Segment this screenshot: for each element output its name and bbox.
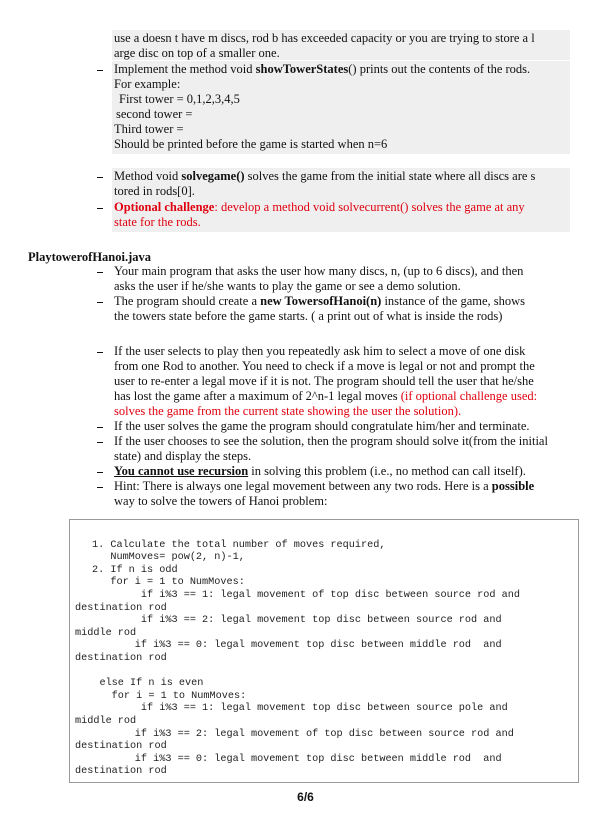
optional-challenge-item: Optional challenge: develop a method void solvecurrent() solves the game at any state for the rods. <box>114 200 525 229</box>
code-block: 1. Calculate the total number of moves required, NumMoves= pow(2, n)-1, 2. If n is odd for i = 1 to NumMoves: if i%3 == 1: legal movement of top disc between source rod and destination rod if i%3 == 2: legal movement top disc between source rod and middle rod if i%3 == 0: legal movement top disc between middle rod and destination rod else If n is even for i = 1 to NumMoves: if i%3 == 1: legal movement top disc between source pole and middle rod if i%3 == 2: legal movement of top disc between source rod and destination rod if i%3 == 0: legal movement top disc between middle rod and destination rod <box>75 539 520 778</box>
bullet-dash <box>97 70 103 71</box>
bullet-dash <box>97 272 103 273</box>
bullet-dash <box>97 472 103 473</box>
main-program-item: Your main program that asks the user how many discs, n, (up to 6 discs), and then asks the user if he/she wants to play the game or see a demo solution. <box>114 264 524 293</box>
create-instance-item: The program should create a new TowersofHanoi(n) instance of the game, shows the towers state before the game starts. ( a print out of what is inside the rods) <box>114 294 526 323</box>
play-item: If the user selects to play then you repeatedly ask him to select a move of one disk from one Rod to another. You need to check if a move is legal or not and prompt the user to re-enter a legal move if it is not. The program should tell the user that he/she has lost the game after a maximum of 2^n-1 legal moves (if optional challenge used: solves the game from the current state showing the user the solution). <box>114 344 538 418</box>
no-recursion-item: You cannot use recursion in solving this problem (i.e., no method can call itself). <box>114 464 526 478</box>
bullet-dash <box>97 352 103 353</box>
solution-item: If the user chooses to see the solution, then the program should solve it(from the initial state) and display the steps. <box>114 434 548 463</box>
hint-item: Hint: There is always one legal movement between any two rods. Here is a possible way to solve the towers of Hanoi problem: <box>114 479 535 508</box>
first-tower-line: First tower = 0,1,2,3,4,5 <box>119 92 240 106</box>
solvegame-item: Method void solvegame() solves the game from the initial state where all discs are s tored in rods[0]. <box>114 169 536 198</box>
bullet-dash <box>97 487 103 488</box>
bullet-dash <box>97 442 103 443</box>
bullet-dash <box>97 302 103 303</box>
continued-paragraph: use a doesn t have m discs, rod b has exceeded capacity or you are trying to store a l arge disc on top of a smaller one. <box>114 31 535 60</box>
bullet-dash <box>97 177 103 178</box>
for-example-label: For example: <box>114 77 181 91</box>
page-number: 6/6 <box>297 790 314 804</box>
bullet-dash <box>97 208 103 209</box>
congratulate-item: If the user solves the game the program should congratulate him/her and terminate. <box>114 419 530 433</box>
printed-note: Should be printed before the game is started when n=6 <box>114 137 388 151</box>
third-tower-line: Third tower = <box>114 122 184 136</box>
bullet-dash <box>97 427 103 428</box>
second-tower-line: second tower = <box>116 107 193 121</box>
section-title: PlaytowerofHanoi.java <box>28 250 152 264</box>
show-tower-states-item: Implement the method void showTowerStates() prints out the contents of the rods. For example: First tower = 0,1,2,3,4,5 second tower = Third tower = Should be printed before the game is started when n=6 <box>114 62 574 152</box>
